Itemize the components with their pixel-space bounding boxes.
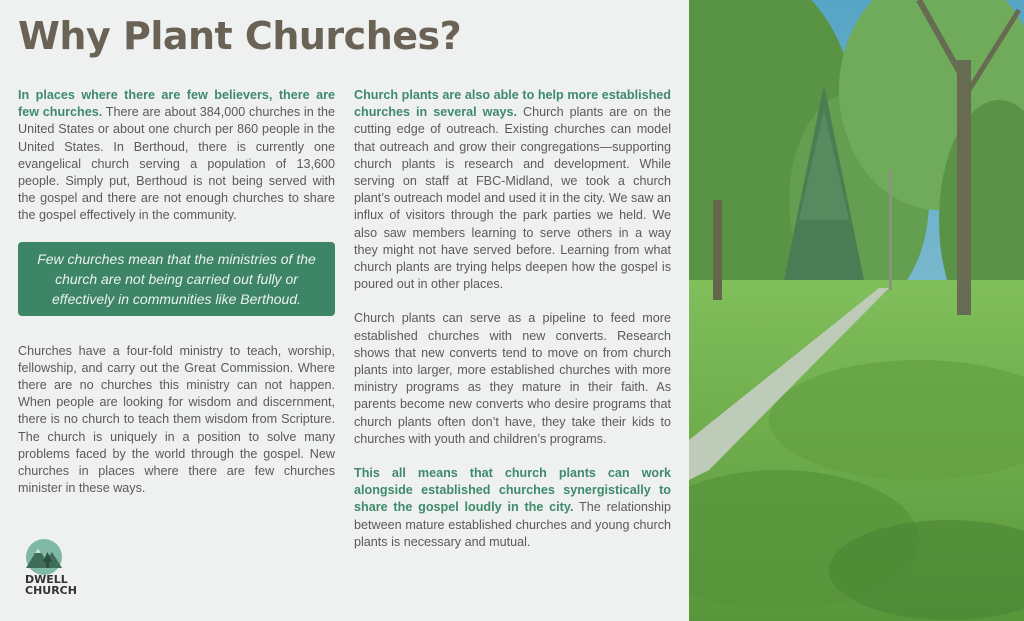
established-churches-paragraph [354,87,671,293]
conclusion-body: The relationship between mature established churches and young church plants is necessary and mutual. [354,500,671,549]
pipeline-paragraph: Church plants can serve as a pipeline to feed more established churches with new converts. Research shows that new converts tend to move on from church plants into larger, more established churches with more ministry programs as they mature in their faith. As parents become new converts who desire programs that church plants often don’t have, they take their kids to churches with youth and children’s programs. [354,311,671,446]
right-column [354,87,671,568]
established-lead: Church plants are also able to help more established churches in several ways. [354,88,671,120]
conclusion-lead: This all means that church plants can work alongside established churches synergistically to share the gospel loudly in the city. [354,466,671,515]
established-body: Church plants are on the cutting edge of outreach. Existing churches can model that outreach and grow their congregations—supporting church plants is research and development. While serving on staff at FBC-Midland, we took a church plant’s outreach model and used it in the city. We saw an influx of visitors through the park parties we held. We also saw members learning to serve others in a way they might not have served before. Learning from what church plants are trying helps deepen how the gospel is poured out in other places. [354,105,671,292]
logo-line-2: CHURCH [25,584,77,597]
intro-paragraph [18,87,335,225]
intro-body: There are about 384,000 churches in the United States or about one church per 860 people in the United States. In Berthoud, there is currently one evangelical church serving a population of 13,600 people. Simply put, Berthoud is not being served with the gospel and there are not enough churches to share the gospel effectively in the community. [18,105,335,223]
park-photo [689,0,1024,621]
pull-quote: Few churches mean that the ministries of the church are not being carried out fully or effectively in communities like Berthoud. [18,242,335,316]
logo-line-1: DWELL [25,573,68,586]
mountain-icon [22,538,66,576]
page-title: Why Plant Churches? [18,14,462,58]
ministry-paragraph: Churches have a four-fold ministry to teach, worship, fellowship, and carry out the Great Commission. Where there are no churches this ministry can not happen. When people are looking for wisdom and discernment, there is no church to teach them wisdom from Scripture. The church is uniquely in a position to solve many problems faced by the world through the gospel. New churches in places where there are few churches minister in these ways. [18,343,335,496]
logo-wordmark [25,574,77,596]
conclusion-paragraph [354,465,671,551]
intro-lead: In places where there are few believers, there are few churches. [18,88,335,120]
left-column [18,87,335,514]
